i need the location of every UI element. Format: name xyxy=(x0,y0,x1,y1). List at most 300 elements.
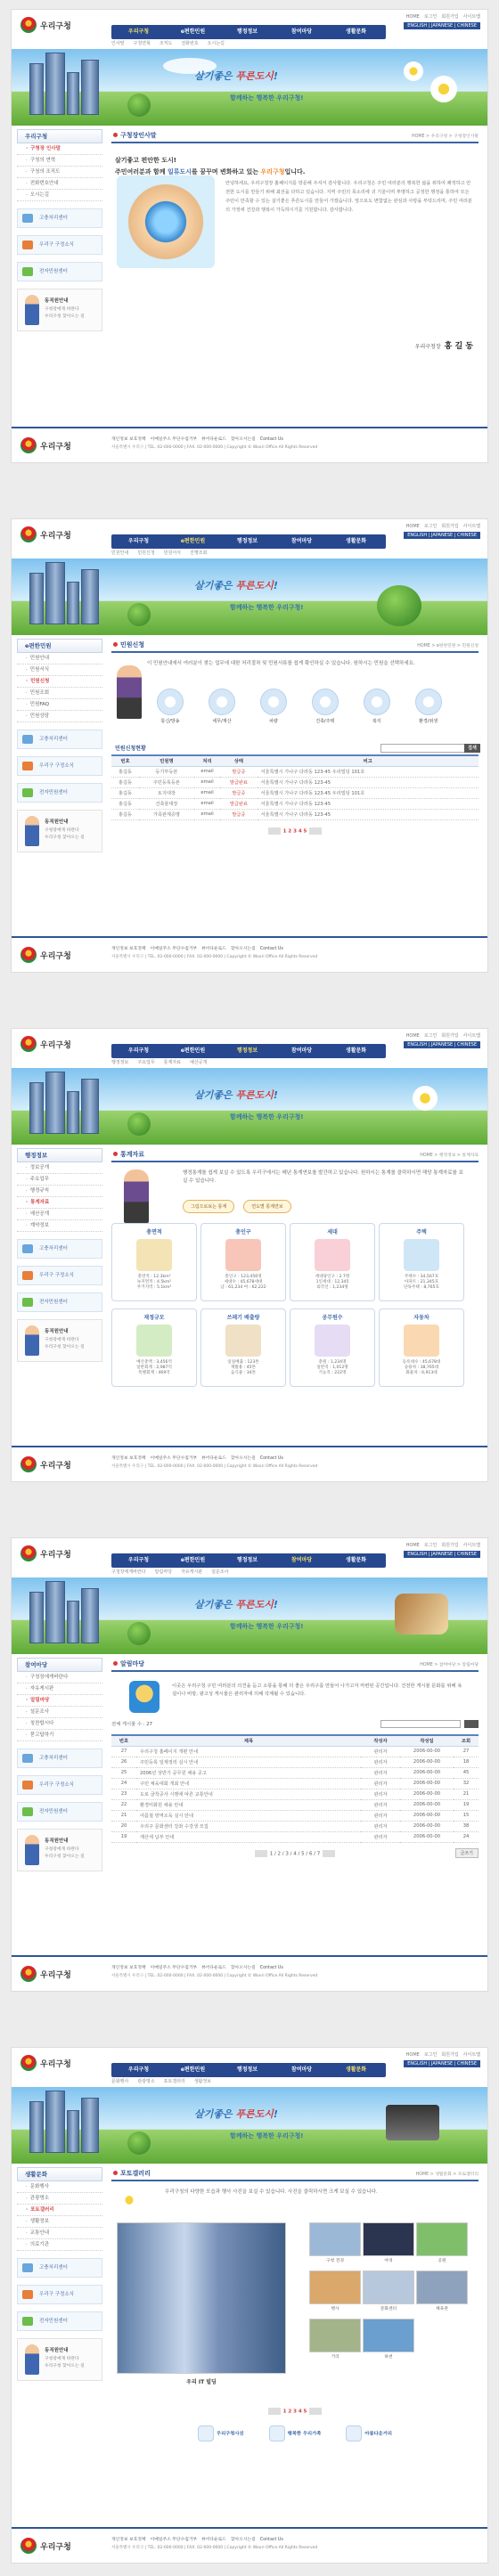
sidebar-staff-box[interactable] xyxy=(17,2338,102,2381)
photo-thumbnail[interactable] xyxy=(309,2222,361,2263)
util-login-link[interactable]: 로그인 xyxy=(423,524,438,529)
subnav-item[interactable]: 예산공개 xyxy=(189,1060,208,1065)
cell: 2006-00-00 xyxy=(400,1778,454,1789)
table-row[interactable] xyxy=(111,787,479,798)
next-page-button[interactable] xyxy=(323,1850,335,1857)
util-join-link[interactable]: 회원가입 xyxy=(441,2052,459,2058)
slogan-part: 살기좋은 xyxy=(194,2108,236,2120)
sidebar-item[interactable]: · 교통안내 xyxy=(17,2228,102,2239)
photo-thumbnail[interactable] xyxy=(363,2222,414,2263)
subnav-item[interactable]: 구청연혁 xyxy=(133,41,151,46)
stat-card[interactable] xyxy=(200,1308,286,1387)
gnb-item[interactable]: 우리구청 xyxy=(127,1557,150,1563)
sidebar-staff-box[interactable] xyxy=(17,289,102,331)
table-row[interactable] xyxy=(111,1746,479,1757)
util-login-link[interactable]: 로그인 xyxy=(423,1543,438,1548)
util-home-link[interactable]: HOME xyxy=(405,524,420,529)
footer-link[interactable]: Contact Us xyxy=(259,437,283,442)
sidebar-banner-news[interactable] xyxy=(17,2285,102,2304)
subnav-item[interactable]: 오시는길 xyxy=(207,41,225,46)
status-cell: 발급완료 xyxy=(220,798,257,809)
language-bar[interactable]: ENGLISH | JAPANESE | CHINESE xyxy=(404,22,480,29)
language-bar[interactable]: ENGLISH | JAPANESE | CHINESE xyxy=(404,532,480,539)
global-nav xyxy=(111,2063,386,2077)
stat-card-detail: 주택수 : 34,567호 아파트 : 21,345호 단독주택 : 8,765호 xyxy=(404,1275,439,1290)
footer-link[interactable]: 이메일주소 무단수집거부 xyxy=(150,2538,198,2542)
footer-link[interactable]: 개인정보 보호정책 xyxy=(111,1966,146,1970)
util-join-link[interactable]: 회원가입 xyxy=(441,1543,459,1548)
house-icon xyxy=(312,689,339,715)
subnav-item[interactable]: 인사말 xyxy=(111,41,125,46)
stat-card[interactable] xyxy=(111,1223,197,1301)
content-title xyxy=(111,2167,479,2181)
next-page-button[interactable] xyxy=(309,2408,322,2415)
gnb-item[interactable]: e편한민원 xyxy=(180,1557,206,1563)
guide-person-illustration xyxy=(124,1170,149,1223)
sidebar-item[interactable]: · 의료기관 xyxy=(17,2239,102,2251)
cell: 서울특별시 가나구 다라동 123-45 xyxy=(258,809,479,819)
table-row[interactable] xyxy=(111,809,479,819)
footer-link[interactable]: Contact Us xyxy=(259,947,283,951)
footer-logo xyxy=(20,2538,92,2552)
sidebar-item[interactable]: · 민원서식 xyxy=(17,664,102,676)
staff-box-link[interactable]: 우리구청 찾아오는 길 xyxy=(45,2364,85,2368)
prev-page-button[interactable] xyxy=(268,2408,281,2415)
subnav-item[interactable]: 조직도 xyxy=(159,41,173,46)
gnb-item[interactable]: 행정정보 xyxy=(236,1048,258,1054)
util-join-link[interactable]: 회원가입 xyxy=(441,1033,459,1039)
table-row[interactable] xyxy=(111,777,479,787)
cell: 관리자 xyxy=(361,1757,400,1767)
post-title-link[interactable]: 재산세 납부 안내 xyxy=(136,1831,361,1842)
gnb-item[interactable]: 참여마당 xyxy=(290,2067,313,2073)
util-home-link[interactable]: HOME xyxy=(405,2052,420,2058)
site-logo[interactable] xyxy=(20,1545,95,1563)
sidebar-banner-ecenter[interactable] xyxy=(17,1292,102,1312)
post-title-link[interactable]: 2006년 상반기 공무원 채용 공고 xyxy=(136,1767,361,1778)
sidebar-banner-news[interactable] xyxy=(17,235,102,255)
graphic-stats-button[interactable]: 그림으로보는 통계 xyxy=(183,1200,234,1213)
stat-card-title: 총인구 xyxy=(235,1229,251,1235)
thumbnail-caption: 문화센터 xyxy=(380,2307,397,2311)
table-row[interactable] xyxy=(111,1767,479,1778)
sidebar-banner-ecenter[interactable] xyxy=(17,2311,102,2331)
category-vehicle[interactable] xyxy=(250,689,297,724)
cell: email xyxy=(194,777,220,787)
stat-card[interactable] xyxy=(290,1223,375,1301)
subnav-item[interactable]: 자유게시판 xyxy=(180,1569,203,1575)
gnb-item[interactable]: e편한민원 xyxy=(180,538,206,544)
sub-nav xyxy=(111,1569,468,1575)
footer-link[interactable]: Contact Us xyxy=(259,2538,283,2542)
thumbnail-caption: 행사 xyxy=(331,2307,339,2311)
next-page-button[interactable] xyxy=(309,827,322,835)
sidebar-item[interactable]: · 알림마당 xyxy=(17,1695,102,1707)
building-illustration xyxy=(45,562,65,624)
site-name: 우리구청 xyxy=(40,1551,71,1560)
cell: email xyxy=(194,787,220,798)
sidebar-banner-complaint[interactable] xyxy=(17,1749,102,1768)
staff-box-link[interactable]: 구청장에게 바란다 xyxy=(45,1847,79,1852)
sidebar-banner-complaint[interactable] xyxy=(17,2258,102,2278)
gnb-item[interactable]: 참여마당 xyxy=(290,29,313,35)
greeting-line1: 살기좋고 편안한 도시! xyxy=(115,157,176,164)
notice-table-wrap xyxy=(111,1734,479,1857)
post-title-link[interactable]: 우리구 문화센터 강좌 수강생 모집 xyxy=(136,1821,361,1831)
sidebar-item[interactable]: · 구청장 인사말 xyxy=(17,143,102,155)
sidebar-item[interactable]: · 자유게시판 xyxy=(17,1683,102,1695)
sidebar-item[interactable]: · 칭찬합시다 xyxy=(17,1718,102,1730)
status-cell: 발급완료 xyxy=(220,777,257,787)
footer-link[interactable]: 이메일주소 무단수집거부 xyxy=(150,437,198,442)
staff-person-icon xyxy=(25,295,39,325)
staff-box-link[interactable]: 구청장에게 바란다 xyxy=(45,1338,79,1342)
util-sitemap-link[interactable]: 사이트맵 xyxy=(462,14,480,20)
gnb-item[interactable]: 우리구청 xyxy=(127,2067,150,2073)
footer-link[interactable]: 개인정보 보호정책 xyxy=(111,2538,146,2542)
footer-address: 서울특별시 우리구 | TEL. 02-000-0000 | FAX. 02-000-0000 | Copyright © Woori Office All Rights Reserved xyxy=(111,1974,318,1978)
photo-thumbnail[interactable] xyxy=(363,2319,414,2360)
table-row[interactable] xyxy=(111,1778,479,1789)
photo-thumbnail[interactable] xyxy=(416,2270,468,2311)
post-title-link[interactable]: 구민 체육대회 개최 안내 xyxy=(136,1778,361,1789)
gnb-item[interactable]: 생활문화 xyxy=(345,29,367,35)
sidebar-item[interactable]: · 생활정보 xyxy=(17,2216,102,2228)
gnb-item[interactable]: 생활문화 xyxy=(345,1557,367,1563)
gnb-item[interactable]: 생활문화 xyxy=(345,2067,367,2073)
bottom-link[interactable] xyxy=(269,2425,322,2441)
global-nav xyxy=(111,1044,386,1058)
sidebar-title: 참여마당 xyxy=(17,1658,102,1672)
footer-logo xyxy=(20,1966,92,1980)
global-nav xyxy=(111,1553,386,1568)
main-content xyxy=(111,639,479,933)
table-row[interactable] xyxy=(111,798,479,809)
footer-links xyxy=(111,436,288,442)
stat-card[interactable] xyxy=(290,1308,375,1387)
subnav-item[interactable]: 생활정보 xyxy=(193,2079,212,2084)
notice-table xyxy=(111,1734,479,1843)
footer-link[interactable]: 이메일주소 무단수집거부 xyxy=(150,1456,198,1461)
newspaper-icon xyxy=(22,1781,33,1789)
stat-card-detail: 총면적 : 12.3km² 녹지면적 : 4.5km² 주거지역 : 5.1km² xyxy=(136,1275,172,1290)
page-numbers[interactable]: 1 2 3 4 5 xyxy=(282,2409,307,2415)
staff-box-link[interactable]: 구청장에게 바란다 xyxy=(45,828,79,833)
footer-link[interactable]: 개인정보 보호정책 xyxy=(111,947,146,951)
staff-box-link[interactable]: 구청장에게 바란다 xyxy=(45,2357,79,2361)
footer-logo xyxy=(20,437,92,452)
featured-photo[interactable] xyxy=(117,2222,286,2374)
column-header: 제목 xyxy=(136,1735,361,1746)
building-illustration xyxy=(29,1082,44,1134)
util-home-link[interactable]: HOME xyxy=(405,1033,420,1039)
sidebar-banner-ecenter[interactable] xyxy=(17,783,102,803)
sidebar-staff-box[interactable] xyxy=(17,1319,102,1362)
util-sitemap-link[interactable]: 사이트맵 xyxy=(462,1543,480,1548)
sidebar-item[interactable]: · 주요업무 xyxy=(17,1174,102,1186)
stat-card-illustration xyxy=(315,1325,350,1357)
search-input[interactable] xyxy=(380,1720,461,1728)
photo-thumbnail[interactable] xyxy=(309,2319,361,2360)
bottom-link[interactable] xyxy=(198,2425,244,2441)
table-row[interactable] xyxy=(111,766,479,777)
tree-illustration xyxy=(127,1113,151,1136)
sidebar-item[interactable]: · 민원FAQ xyxy=(17,699,102,711)
subnav-item[interactable]: 알림마당 xyxy=(154,1569,172,1575)
stat-card[interactable] xyxy=(111,1308,197,1387)
stat-card-detail: 등록대수 : 45,678대 승용차 : 38,765대 화물차 : 6,913대 xyxy=(402,1360,441,1375)
stat-card[interactable] xyxy=(200,1223,286,1301)
subnav-item[interactable]: 민원신청 xyxy=(137,550,155,556)
sidebar-item[interactable]: · 계약정보 xyxy=(17,1220,102,1232)
sidebar-item[interactable]: · 구청장에게바란다 xyxy=(17,1672,102,1683)
sidebar-item[interactable]: · 예산공개 xyxy=(17,1209,102,1220)
search-button[interactable]: 검색 xyxy=(464,744,480,753)
util-login-link[interactable]: 로그인 xyxy=(423,1033,438,1039)
footer-link[interactable]: 뷰어다운로드 xyxy=(201,947,226,951)
gnb-item[interactable]: 우리구청 xyxy=(127,1048,150,1054)
footer-link[interactable]: 찾아오시는길 xyxy=(230,947,256,951)
sidebar-item[interactable]: · 포토갤러리 xyxy=(17,2205,102,2216)
sidebar-banner-news[interactable] xyxy=(17,1266,102,1285)
table-row[interactable] xyxy=(111,1757,479,1767)
sidebar-item[interactable]: · 통계자료 xyxy=(17,1197,102,1209)
subnav-item[interactable]: 전화번호 xyxy=(181,41,199,46)
util-login-link[interactable]: 로그인 xyxy=(423,2052,438,2058)
table-row[interactable] xyxy=(111,1831,479,1842)
footer-link[interactable]: 개인정보 보호정책 xyxy=(111,1456,146,1461)
cell: 토지대장 xyxy=(139,787,194,798)
sidebar-item[interactable]: · 오시는길 xyxy=(17,190,102,201)
util-home-link[interactable]: HOME xyxy=(405,14,420,20)
sidebar-banner-complaint[interactable] xyxy=(17,208,102,228)
gnb-item[interactable]: 참여마당 xyxy=(290,1048,313,1054)
prev-page-button[interactable] xyxy=(255,1850,267,1857)
footer-link[interactable]: 찾아오시는길 xyxy=(230,437,256,442)
gnb-item[interactable]: 생활문화 xyxy=(345,1048,367,1054)
util-join-link[interactable]: 회원가입 xyxy=(441,14,459,20)
sidebar-item[interactable]: · 묻고답하기 xyxy=(17,1730,102,1741)
gnb-item[interactable]: 참여마당 xyxy=(290,538,313,544)
cell: 20 xyxy=(111,1821,136,1831)
sidebar-item[interactable]: · 정보공개 xyxy=(17,1162,102,1174)
prev-page-button[interactable] xyxy=(268,827,281,835)
stat-card[interactable] xyxy=(379,1223,464,1301)
footer-link[interactable]: 이메일주소 무단수집거부 xyxy=(150,1966,198,1970)
category-label: 복지 xyxy=(372,719,381,724)
thumbnail-caption: 구청 전경 xyxy=(325,2259,345,2263)
post-title-link[interactable]: 도로 굴착공사 시행에 따른 교통안내 xyxy=(136,1789,361,1799)
subnav-item[interactable]: 설문조사 xyxy=(211,1569,229,1575)
sidebar-item[interactable]: · 민원신청 xyxy=(17,676,102,688)
sidebar-banner-ecenter[interactable] xyxy=(17,1802,102,1822)
footer-link[interactable]: 뷰어다운로드 xyxy=(201,1456,226,1461)
logo-mark-icon xyxy=(20,2538,37,2554)
subnav-item[interactable]: 구청장에게바란다 xyxy=(111,1569,146,1575)
cell: 관리자 xyxy=(361,1799,400,1810)
category-welfare[interactable] xyxy=(354,689,400,724)
sidebar-item[interactable]: · 민원조회 xyxy=(17,688,102,699)
gnb-item[interactable]: 행정정보 xyxy=(236,29,258,35)
logo-mark-icon xyxy=(20,1966,37,1982)
search-button[interactable] xyxy=(464,1720,479,1728)
staff-box-link[interactable]: 우리구청 찾아오는 길 xyxy=(45,1855,85,1859)
building-illustration xyxy=(81,1079,99,1134)
category-tax[interactable] xyxy=(199,689,245,724)
gnb-item[interactable]: 우리구청 xyxy=(127,538,150,544)
sidebar-staff-box[interactable] xyxy=(17,810,102,852)
staff-box-link[interactable]: 우리구청 찾아오는 길 xyxy=(45,1345,85,1349)
photo-thumbnail[interactable] xyxy=(309,2270,361,2311)
util-sitemap-link[interactable]: 사이트맵 xyxy=(462,2052,480,2058)
main-banner xyxy=(12,49,488,126)
write-button[interactable]: 글쓰기 xyxy=(455,1848,479,1858)
cell: 서울특별시 가나구 다라동 123-45 우리빌딩 101호 xyxy=(258,766,479,777)
language-bar[interactable]: ENGLISH | JAPANESE | CHINESE xyxy=(404,2060,480,2067)
table-row[interactable] xyxy=(111,1821,479,1831)
sidebar-banner-ecenter[interactable] xyxy=(17,262,102,281)
content-title-text: 민원신청 xyxy=(120,641,145,648)
util-sitemap-link[interactable]: 사이트맵 xyxy=(462,1033,480,1039)
banner-subslogan: 함께하는 행복한 우리구청! xyxy=(230,604,304,611)
sidebar-item[interactable]: · 민원안내 xyxy=(17,653,102,664)
building-illustration xyxy=(29,2101,44,2153)
footer-link[interactable]: Contact Us xyxy=(259,1966,283,1970)
site-logo[interactable] xyxy=(20,17,95,35)
table-row[interactable] xyxy=(111,1799,479,1810)
post-title-link[interactable]: 우리구청 홈페이지 개편 안내 xyxy=(136,1746,361,1757)
subnav-item[interactable]: 포토갤러리 xyxy=(163,2079,185,2084)
util-sitemap-link[interactable]: 사이트맵 xyxy=(462,524,480,529)
left-sidebar xyxy=(17,1658,102,1952)
footer-link[interactable]: 뷰어다운로드 xyxy=(201,437,226,442)
photo-thumbnail[interactable] xyxy=(363,2270,414,2311)
language-bar[interactable]: ENGLISH | JAPANESE | CHINESE xyxy=(404,1041,480,1048)
featured-photo-caption: 우리 IT 빌딩 xyxy=(186,2379,217,2385)
newspaper-icon xyxy=(22,762,33,770)
sidebar-banner-news[interactable] xyxy=(17,1775,102,1795)
page-numbers[interactable]: 1 2 3 4 5 xyxy=(282,828,307,834)
gnb-item[interactable]: e편한민원 xyxy=(180,29,206,35)
subnav-item[interactable]: 민원안내 xyxy=(111,550,129,556)
bottom-link-label: 우리구청사진 xyxy=(216,2431,244,2437)
photo-thumbnail[interactable] xyxy=(416,2222,468,2263)
gnb-item[interactable]: e편한민원 xyxy=(180,2067,206,2073)
stat-card-detail: 일일배출 : 123톤 재활용 : 45톤 음식물 : 34톤 xyxy=(227,1360,259,1375)
footer-logo xyxy=(20,1456,92,1471)
footer-link[interactable]: 찾아오시는길 xyxy=(230,1966,256,1970)
post-title-link[interactable]: 환경미화원 채용 안내 xyxy=(136,1799,361,1810)
category-housing[interactable] xyxy=(302,689,348,724)
gnb-item[interactable]: 행정정보 xyxy=(236,2067,258,2073)
table-header-bar xyxy=(111,744,479,754)
sidebar-banner-news[interactable] xyxy=(17,756,102,776)
util-join-link[interactable]: 회원가입 xyxy=(441,524,459,529)
sidebar-banner-complaint[interactable] xyxy=(17,730,102,749)
gnb-item[interactable]: e편한민원 xyxy=(180,1048,206,1054)
sidebar-item[interactable]: · 관광명소 xyxy=(17,2193,102,2205)
sidebar-item[interactable]: · 구청의 연혁 xyxy=(17,155,102,167)
sidebar-item[interactable]: · 행정규칙 xyxy=(17,1186,102,1197)
footer-link[interactable]: Contact Us xyxy=(259,1456,283,1461)
cell: 서울특별시 가나구 다라동 123-45 xyxy=(258,798,479,809)
footer-link[interactable]: 이메일주소 무단수집거부 xyxy=(150,947,198,951)
footer-link[interactable]: 찾아오시는길 xyxy=(230,1456,256,1461)
site-logo[interactable] xyxy=(20,526,95,544)
main-banner xyxy=(12,1068,488,1145)
subnav-item[interactable]: 민원서식 xyxy=(163,550,181,556)
footer-link[interactable]: 개인정보 보호정책 xyxy=(111,437,146,442)
post-title-link[interactable]: 주민등록 일제정리 실시 안내 xyxy=(136,1757,361,1767)
stat-card[interactable] xyxy=(379,1308,464,1387)
cell: 주민등록등본 xyxy=(139,777,194,787)
sidebar-banner-complaint[interactable] xyxy=(17,1239,102,1259)
table-row[interactable] xyxy=(111,1810,479,1821)
util-login-link[interactable]: 로그인 xyxy=(423,14,438,20)
yearly-stats-button[interactable]: 연도별 통계연보 xyxy=(243,1200,290,1213)
gnb-item[interactable]: 생활문화 xyxy=(345,538,367,544)
staff-box-link[interactable]: 우리구청 찾아오는 길 xyxy=(45,314,85,319)
gnb-item[interactable]: 행정정보 xyxy=(236,1557,258,1563)
sidebar-item[interactable]: · 문화행사 xyxy=(17,2181,102,2193)
table-header-row xyxy=(111,755,479,766)
stat-card-title: 세대 xyxy=(327,1229,338,1235)
language-bar[interactable]: ENGLISH | JAPANESE | CHINESE xyxy=(404,1551,480,1558)
subnav-item[interactable]: 진행조회 xyxy=(189,550,208,556)
subnav-item[interactable]: 행정정보 xyxy=(111,1060,129,1065)
sidebar-item[interactable]: · 구청의 조직도 xyxy=(17,167,102,178)
gnb-item[interactable]: 행정정보 xyxy=(236,538,258,544)
intro-text: 이 민원안내에서 여러분이 찾는 업무에 대한 처리절차 및 민원서류를 쉽게 확인하실 수 있습니다. 원하시는 민원을 선택하세요. xyxy=(147,661,415,666)
gnb-item[interactable]: 참여마당 xyxy=(290,1557,313,1563)
subnav-item[interactable]: 주요업무 xyxy=(137,1060,155,1065)
building-illustration xyxy=(81,569,99,624)
greeting-body: 안녕하세요, 우리구청장 홈페이지를 방문해 주셔서 감사합니다. 우리구청은 주민 여러분의 행복한 삶을 위하여 쾌적하고 안전한 도시를 만들기 위해 최선을 다하고 있습니다. 지역 주민의 목소리에 귀 기울이며 투명하고 공정한 행정을 통하여 모든 주민이 만족할 수 있는 살기좋은 푸른도시를 만들어 가겠습니다. 앞으로도 변함없는 관심과 사랑을 부탁드리며, 주민 여러분의 가정에 건강과 행복이 가득하시기를 기원합니다. 감사합니다. xyxy=(225,181,472,213)
table-row[interactable] xyxy=(111,1789,479,1799)
tree-illustration xyxy=(127,1622,151,1645)
staff-box-link[interactable]: 구청장에게 바란다 xyxy=(45,307,79,312)
site-logo[interactable] xyxy=(20,1036,95,1054)
category-telecom[interactable] xyxy=(147,689,193,724)
footer-link[interactable]: 뷰어다운로드 xyxy=(201,1966,226,1970)
sidebar-item[interactable]: · 민원상담 xyxy=(17,711,102,722)
bottom-link[interactable] xyxy=(346,2425,392,2441)
subnav-item[interactable]: 관광명소 xyxy=(137,2079,155,2084)
subnav-item[interactable]: 통계자료 xyxy=(163,1060,181,1065)
footer-link[interactable]: 뷰어다운로드 xyxy=(201,2538,226,2542)
cell: 가족관계증명 xyxy=(139,809,194,819)
post-title-link[interactable]: 여름철 방역소독 실시 안내 xyxy=(136,1810,361,1821)
footer-link[interactable]: 찾아오시는길 xyxy=(230,2538,256,2542)
staff-box-link[interactable]: 우리구청 찾아오는 길 xyxy=(45,836,85,840)
sidebar-staff-box[interactable] xyxy=(17,1829,102,1871)
footer-address: 서울특별시 우리구 | TEL. 02-000-0000 | FAX. 02-000-0000 | Copyright © Woori Office All Rights Reserved xyxy=(111,445,318,450)
sidebar-item[interactable]: · 전화번호안내 xyxy=(17,178,102,190)
cell: 관리자 xyxy=(361,1821,400,1831)
page-numbers[interactable]: 1 / 2 / 3 / 4 / 5 / 6 / 7 xyxy=(269,1851,321,1856)
subnav-item[interactable]: 문화행사 xyxy=(111,2079,129,2084)
gnb-item[interactable]: 우리구청 xyxy=(127,29,150,35)
util-home-link[interactable]: HOME xyxy=(405,1543,420,1548)
thumbnail-caption: 하천 xyxy=(384,2355,393,2360)
cell: 등기부등본 xyxy=(139,766,194,777)
building-illustration xyxy=(81,1588,99,1643)
breadcrumb: HOME > 참여마당 > 알림마당 xyxy=(420,1663,479,1667)
sidebar-item[interactable]: · 설문조사 xyxy=(17,1707,102,1718)
category-environment[interactable] xyxy=(405,689,452,724)
sidebar-banner-label: 고충처리센터 xyxy=(39,1246,68,1251)
site-logo[interactable] xyxy=(20,2055,95,2073)
